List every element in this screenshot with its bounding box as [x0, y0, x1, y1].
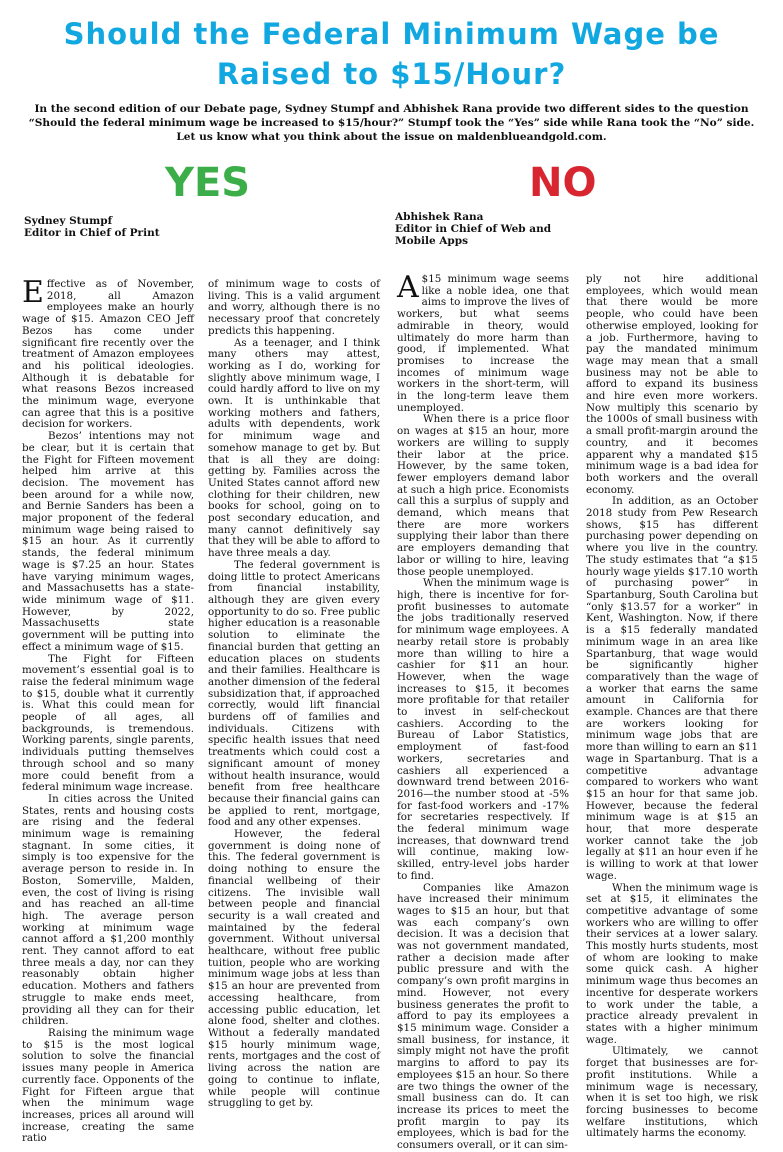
yes-col1-para-0: Effective as of November, 2018, all Amazon employees make an hourly wage of $15. Amazon CEO Jeff Bezos has come under significant fire recently over the treatment of Amazon employees and his political ideologies. Although it is debatable for what reasons Bezos increased the minimum wage, everyone can agree that this is a positive decision for workers. [22, 275, 194, 431]
no-column-1 [397, 270, 569, 1152]
intro-text: In the second edition of our Debate page, Sydney Stumpf and Abhishek Rana provide two different sides to the question “Should the federal minimum wage be increased to $15/hour?” Stumpf took the “Yes” side while Rana took the “No” side. Let us know what you think about the issue on maldenblueandgold.com. [28, 103, 755, 143]
no-col1-para-0: A $15 minimum wage seems like a noble idea, one that aims to improve the lives of workers, but what seems admirable in theory, would ultimately do more harm than good, if implemented. What promises to increase the incomes of minimum wage workers in the short-term, will in the long-term leave them unemployed. [397, 270, 569, 414]
page-title [20, 14, 763, 94]
title-line-2: Raised to $15/Hour? [216, 57, 567, 91]
yes-byline [24, 215, 224, 239]
yes-col2-para-2: The federal government is doing little to protect Americans from financial instability, although they are given every opportunity to do so. Free public higher education is a reasonable solution to eliminate the financial burden that getting an education places on students and their families. Healthcare is another dimension of the federal subsidization that, if approached correctly, would lift financial burdens off of families and individuals. Citizens with specific health issues that need treatments which could cost a significant amount of money without health insurance, would benefit from free healthcare because their financial gains can be applied to rent, mortgage, food and any other expenses. [208, 558, 381, 829]
no-col2-para-2: When the minimum wage is set at $15, it eliminates the competitive advantage of some workers who are willing to offer their services at a lower salary. This mostly hurts students, most of whom are looking to make some quick cash. A higher minimum wage thus becomes an incentive for desperate workers to work under the table, a practice already prevalent in states with a higher minimum wage. [586, 881, 758, 1046]
no-dropcap: A [397, 270, 419, 305]
no-col1-para-3: Companies like Amazon have increased their minimum wages to $15 an hour, but that was each company’s own decision. It was a decision that was not government mandated, rather a decision made after public pressure and with the company’s own profit margins in mind. However, not every business generates the profit to afford to pay its employees a $15 minimum wage. Consider a small business, for instance, it simply might not have the profit margins to afford to pay its employees $15 an hour. So there are two things the owner of the small business can do. It can increase its prices to meet the profit margin to pay its employees, which is bad for the consumers overall, or it can sim- [397, 881, 569, 1152]
yes-col1-para-1: Bezos’ intentions may not be clear, but it is certain that the Fight for Fifteen movement helped him arrive at this decision. The movement has been around for a while now, and Bernie Sanders has been a major proponent of the federal minimum wage being raised to $15 an hour. As it currently stands, the federal minimum wage is $7.25 an hour. States have varying minimum wages, and Massachusetts has a state-wide minimum wage of $11. However, by 2022, Massachusetts state government will be putting into effect a minimum wage of $15. [22, 430, 194, 653]
no-heading: NO [529, 160, 597, 206]
yes-col1-para-3: In cities across the United States, rents and housing costs are rising and the federal minimum wage is remaining stagnant. In some cities, it simply is too expensive for the average person to reside in. In Boston, Somerville, Malden, even, the cost of living is rising and has reached an all-time high. The average person working at minimum wage cannot afford a $1,200 monthly rent. They cannot afford to eat three meals a day, nor can they reasonably obtain higher education. Mothers and fathers struggle to make ends meet, providing all they can for their children. [22, 792, 194, 1028]
yes-heading: YES [165, 160, 251, 206]
no-col2-para-3: Ultimately, we cannot forget that businesses are for-profit institutions. While a minimum wage is necessary, when it is set too high, we risk forcing businesses to become welfare institutions, which ultimately harms the economy. [586, 1045, 758, 1140]
yes-col2-para-3: However, the federal government is doing none of this. The federal government is doing nothing to ensure the financial wellbeing of their citizens. The invisible wall between people and financial security is a wall created and maintained by the federal government. Without universal healthcare, without free public tuition, people who are working minimum wage jobs at less than $15 an hour are prevented from accessing healthcare, from accessing public education, let alone food, shelter and clothes. Without a federally mandated $15 hourly minimum wage, rents, mortgages and the cost of living across the nation are going to continue to inflate, while people will continue struggling to get by. [208, 828, 380, 1110]
yes-dropcap: E [22, 275, 44, 310]
no-column-2 [586, 273, 758, 1140]
yes-column-2 [208, 278, 381, 1110]
yes-col2-para-1: As a teenager, and I think many others may attest, working as I do, working for slightly above minimum wage, I could hardly afford to live on my own. It is unthinkable that working mothers and fathers, adults with dependents, work for minimum wage and somehow manage to get by. But that is all they are doing: getting by. Families across the United States cannot afford new clothing for their children, new books for school, going on to post secondary education, and many cannot definitively say that they will be able to afford to have three meals a day. [208, 336, 380, 560]
yes-col1-para-2: The Fight for Fifteen movement’s essential goal is to raise the federal minimum wage to $15, double what it currently is. What this could mean for people of all ages, all backgrounds, is tremendous. Working parents, single parents, individuals putting themselves through school and so many more could benefit from a federal minimum wage increase. [22, 652, 194, 794]
yes-author: Sydney Stumpf [24, 215, 113, 227]
no-col1-para-1: When there is a price floor on wages at $15 an hour, more workers are willing to supply their labor at the price. However, by the same token, fewer employers demand labor at such a high price. Economists call this a surplus of supply and demand, which means that there are more workers supplying their labor than there are employers demanding that labor or willing to hire, leaving those people unemployed. [397, 413, 569, 578]
no-byline [395, 211, 585, 247]
no-author: Abhishek Rana [395, 211, 484, 223]
yes-role: Editor in Chief of Print [24, 227, 160, 239]
no-role: Editor in Chief of Web and Mobile Apps [395, 223, 552, 247]
yes-col2-para-0: of minimum wage to costs of living. This is a valid argument and worry, although there is no necessary proof that concretely predicts this happening. [208, 278, 380, 337]
no-col1-para-2: When the minimum wage is high, there is incentive for for-profit businesses to automate the jobs traditionally reserved for minimum wage employees. A nearby retail store is probably more than willing to hire a cashier for $11 an hour. However, when the wage increases to $15, it becomes more profitable for that retailer to invest in self-checkout cashiers. According to the Bureau of Labor Statistics, employment of fast-food workers, secretaries and cashiers all experienced a downward trend between 2016-2016—the number stood at -5% for fast-food workers and -17% for secretaries respectively. If the federal minimum wage increases, that downward trend will continue, making low-skilled, entry-level jobs harder to find. [397, 577, 569, 882]
title-line-1: Should the Federal Minimum Wage be [63, 17, 720, 51]
no-col2-para-0: ply not hire additional employees, which would mean that there would be more people, who could have been otherwise employed, looking for a job. Furthermore, having to pay the mandated minimum wage may mean that a small business may not be able to afford to expand its business and hire even more workers. Now multiply this scenario by the 1000s of small business with a small profit-margin around the country, and it becomes apparent why a mandated $15 minimum wage is a bad idea for both workers and the overall economy. [586, 273, 758, 496]
yes-column-1 [22, 275, 194, 1145]
no-col2-para-1: In addition, as an October 2018 study from Pew Research shows, $15 has different purchasing power depending on where you live in the country. The study estimates that “a $15 hourly wage yields $17.10 worth of purchasing power” in Spartanburg, South Carolina but “only $13.57 for a worker” in Kent, Washington. Now, if there is a $15 federally mandated minimum wage in an area like Spartanburg, that wage would be significantly higher comparatively than the wage of a worker that earns the same amount in California for example. Chances are that there are workers looking for minimum wage jobs that are more than willing to earn an $11 wage in Spartanburg. That is a competitive advantage compared to workers who want $15 an hour for that same job. However, because the federal minimum wage is at $15 an hour, that more desperate worker cannot take the job legally at $11 an hour even if he is willing to work at that lower wage. [586, 495, 758, 882]
yes-col1-para-4: Raising the minimum wage to $15 is the most logical solution to solve the financial issues many people in America currently face. Opponents of the Fight for Fifteen argue that when the minimum wage increases, prices all around will increase, creating the same ratio [22, 1027, 194, 1145]
